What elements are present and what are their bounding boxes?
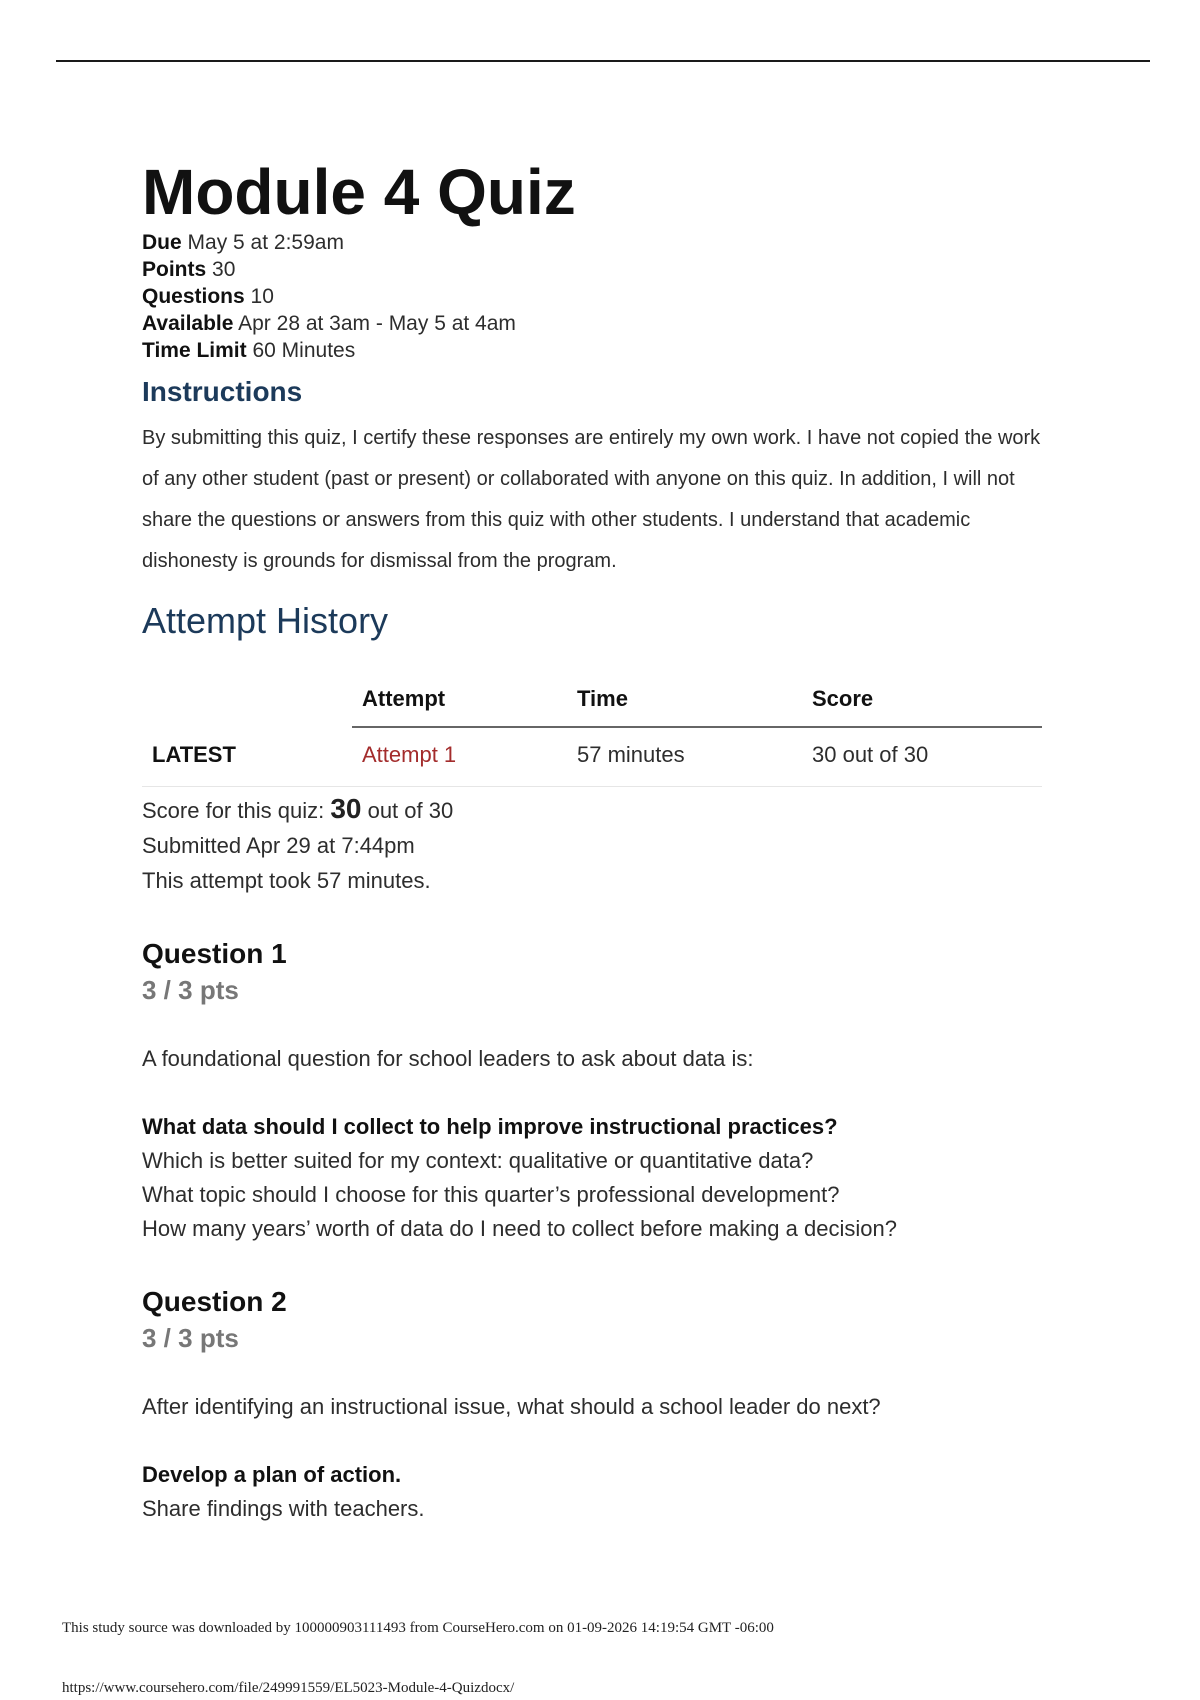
meta-due-label: Due <box>142 231 182 254</box>
table-header-row <box>142 676 1042 727</box>
meta-available-label: Available <box>142 312 234 335</box>
meta-points-label: Points <box>142 258 207 281</box>
quiz-content <box>142 155 1042 1526</box>
meta-time-limit-value: 60 Minutes <box>252 339 356 362</box>
attempt-history-heading: Attempt History <box>142 600 389 641</box>
attempt-history-table <box>142 676 1042 787</box>
question-prompt: A foundational question for school leaders to ask about data is: <box>142 1046 754 1071</box>
attempt-latest-label: LATEST <box>142 727 352 787</box>
attempt-time: 57 minutes <box>567 727 802 787</box>
question-1 <box>142 936 1042 1246</box>
meta-points <box>142 256 1042 283</box>
download-notice: This study source was downloaded by 100000903111493 from CourseHero.com on 01-09-2026 14:19:54 GMT -06:00 <box>62 1620 774 1636</box>
quiz-meta <box>142 229 1042 364</box>
score-prefix: Score for this quiz: <box>142 798 331 823</box>
meta-due-value: May 5 at 2:59am <box>187 231 344 254</box>
answer-option: How many years’ worth of data do I need to collect before making a decision? <box>142 1216 897 1241</box>
score-line <box>142 791 1042 828</box>
answer-list <box>142 1458 1042 1526</box>
answer-option: Which is better suited for my context: qualitative or quantitative data? <box>142 1148 814 1173</box>
meta-questions <box>142 283 1042 310</box>
answer-option-correct: What data should I collect to help improve instructional practices? <box>142 1114 838 1139</box>
duration-line: This attempt took 57 minutes. <box>142 868 431 893</box>
attempt-link[interactable]: Attempt 1 <box>362 742 457 767</box>
question-title: Question 2 <box>142 1286 287 1317</box>
submitted-line: Submitted Apr 29 at 7:44pm <box>142 833 415 858</box>
top-divider <box>56 60 1150 62</box>
source-url: https://www.coursehero.com/file/249991559/EL5023-Module-4-Quizdocx/ <box>62 1680 515 1696</box>
answer-list <box>142 1110 1042 1246</box>
meta-time-limit-label: Time Limit <box>142 339 247 362</box>
column-header-score: Score <box>802 676 1042 727</box>
meta-questions-label: Questions <box>142 285 245 308</box>
table-row <box>142 727 1042 787</box>
score-suffix: out of 30 <box>361 798 454 823</box>
instructions-heading: Instructions <box>142 376 303 407</box>
question-prompt: After identifying an instructional issue, what should a school leader do next? <box>142 1394 881 1419</box>
table-header-blank <box>142 676 352 727</box>
meta-questions-value: 10 <box>250 285 274 308</box>
meta-available <box>142 310 1042 337</box>
question-points: 3 / 3 pts <box>142 1323 239 1353</box>
question-title: Question 1 <box>142 938 287 969</box>
question-2 <box>142 1284 1042 1526</box>
column-header-attempt: Attempt <box>352 676 567 727</box>
score-value: 30 <box>330 793 362 824</box>
quiz-summary <box>142 791 1042 898</box>
instructions-text: By submitting this quiz, I certify these responses are entirely my own work. I have not copied the work of any other student (past or present) or collaborated with anyone on this quiz. In addition, I will not share the questions or answers from this quiz with other students. I understand that academic dishonesty is grounds for dismissal from the program. <box>142 427 1041 572</box>
column-header-time: Time <box>567 676 802 727</box>
attempt-score: 30 out of 30 <box>802 727 1042 787</box>
answer-option: Share findings with teachers. <box>142 1496 425 1521</box>
page-title: Module 4 Quiz <box>142 156 576 228</box>
meta-available-value: Apr 28 at 3am - May 5 at 4am <box>238 312 516 335</box>
meta-points-value: 30 <box>212 258 236 281</box>
attempt-cell <box>352 727 567 787</box>
answer-option: What topic should I choose for this quarter’s professional development? <box>142 1182 840 1207</box>
answer-option-correct: Develop a plan of action. <box>142 1462 402 1487</box>
meta-time-limit <box>142 337 1042 364</box>
meta-due <box>142 229 1042 256</box>
question-points: 3 / 3 pts <box>142 975 239 1005</box>
